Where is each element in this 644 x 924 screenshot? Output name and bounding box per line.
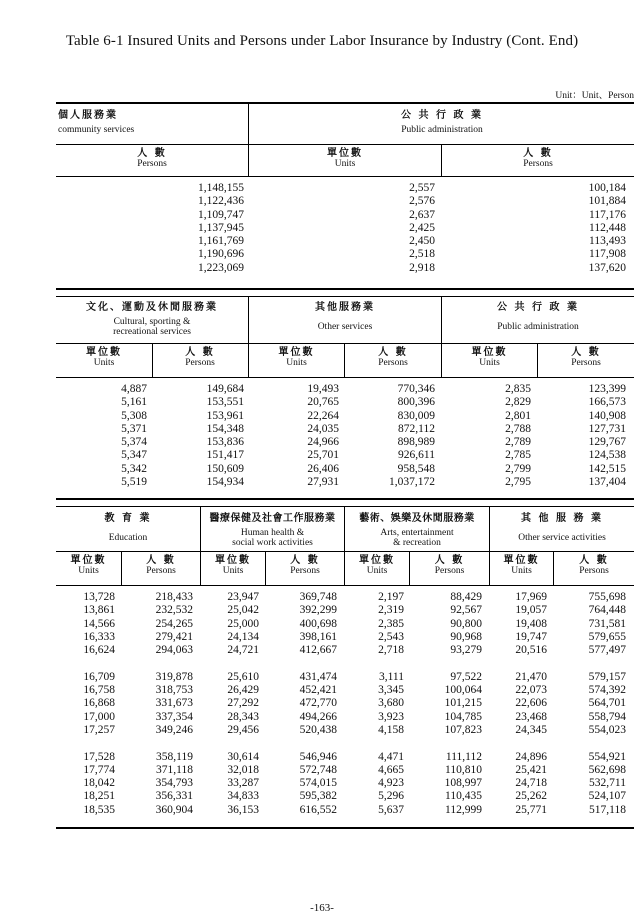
table-cell: 110,435 bbox=[445, 790, 482, 803]
data-column: 2,835 2,829 2,801 2,788 2,789 2,785 2,799 2,795 bbox=[505, 383, 531, 489]
table-cell: 356,331 bbox=[155, 790, 193, 803]
table-cell: 360,904 bbox=[155, 803, 193, 816]
table-cell: 17,969 bbox=[515, 591, 547, 603]
subheader-units: 單位數 Units bbox=[86, 347, 122, 368]
table-cell: 25,000 bbox=[227, 617, 259, 630]
table-cell bbox=[227, 657, 259, 670]
table-cell: 13,728 bbox=[83, 591, 115, 603]
subheader-persons: 人 數 Persons bbox=[146, 555, 176, 576]
data-column bbox=[156, 591, 193, 817]
table-cell: 577,497 bbox=[588, 644, 626, 657]
data-column bbox=[445, 591, 482, 817]
table-cell: 24,345 bbox=[515, 723, 547, 736]
table-cell: 18,042 bbox=[83, 777, 115, 790]
table-cell: 494,266 bbox=[299, 710, 337, 723]
table-cell: 319,878 bbox=[155, 670, 193, 683]
data-column bbox=[378, 591, 404, 817]
subheader-units: 單位數 Units bbox=[215, 555, 251, 576]
table-cell: 21,470 bbox=[515, 670, 547, 683]
table-cell: 111,112 bbox=[445, 750, 482, 763]
table-cell: 546,946 bbox=[299, 750, 337, 763]
table-cell: 90,800 bbox=[450, 617, 482, 630]
table-cell: 595,382 bbox=[299, 790, 337, 803]
table-cell bbox=[589, 657, 626, 670]
table-cell: 392,299 bbox=[299, 604, 337, 617]
table-cell: 93,279 bbox=[450, 644, 482, 657]
table-cell: 318,753 bbox=[155, 684, 193, 697]
table-cell: 29,456 bbox=[227, 723, 259, 736]
table-cell: 755,698 bbox=[588, 591, 626, 603]
table-cell bbox=[227, 737, 259, 750]
table-cell: 2,319 bbox=[378, 604, 404, 617]
data-column: 4,887 5,161 5,308 5,371 5,374 5,347 5,342 5,519 bbox=[121, 383, 147, 489]
table-cell: 17,774 bbox=[83, 763, 115, 776]
table-cell: 452,421 bbox=[299, 684, 337, 697]
table-cell: 19,408 bbox=[515, 617, 547, 630]
table-cell: 2,718 bbox=[378, 644, 404, 657]
table-cell: 572,748 bbox=[299, 763, 337, 776]
subheader-persons: 人 數 Persons bbox=[378, 347, 408, 368]
table-cell: 24,896 bbox=[515, 750, 547, 763]
table-cell: 100,064 bbox=[444, 684, 482, 697]
table-cell: 16,709 bbox=[83, 670, 115, 683]
table-cell bbox=[378, 657, 404, 670]
table-cell: 369,748 bbox=[299, 591, 337, 603]
table-cell: 616,552 bbox=[299, 803, 337, 816]
table-cell: 92,567 bbox=[450, 604, 482, 617]
group-header-public-administration: 公 共 行 政 業 Public administration bbox=[401, 110, 483, 135]
table-cell: 4,471 bbox=[378, 750, 404, 763]
table-cell: 108,997 bbox=[444, 777, 482, 790]
table-cell: 36,153 bbox=[227, 803, 259, 816]
table-cell: 25,262 bbox=[515, 790, 547, 803]
table-cell: 524,107 bbox=[588, 790, 626, 803]
table-cell: 574,015 bbox=[299, 777, 337, 790]
table-cell: 354,793 bbox=[155, 777, 193, 790]
data-column: 100,184 101,884 117,176 112,448 113,493 117,908 137,620 bbox=[588, 182, 626, 274]
table-cell: 2,197 bbox=[378, 591, 404, 603]
table-cell: 400,698 bbox=[299, 617, 337, 630]
subheader-persons: 人 數 Persons bbox=[571, 347, 601, 368]
table-cell: 3,345 bbox=[378, 684, 404, 697]
table-cell: 562,698 bbox=[588, 763, 626, 776]
table-cell: 34,833 bbox=[227, 790, 259, 803]
table-cell: 25,421 bbox=[515, 763, 547, 776]
table-cell: 764,448 bbox=[588, 604, 626, 617]
data-column: 19,493 20,765 22,264 24,035 24,966 25,701 26,406 27,931 bbox=[307, 383, 339, 489]
table-cell: 279,421 bbox=[155, 630, 193, 643]
table-cell: 3,923 bbox=[378, 710, 404, 723]
group-header-public-administration: 公 共 行 政 業 Public administration bbox=[497, 302, 579, 332]
data-column: 123,399 166,573 140,908 127,731 129,767 124,538 142,515 137,404 bbox=[588, 383, 626, 489]
data-column: 770,346 800,396 830,009 872,112 898,989 926,611 958,548 1,037,172 bbox=[389, 383, 435, 489]
subheader-persons: 人 數 Persons bbox=[185, 347, 215, 368]
subheader-units: 單位數 Units bbox=[278, 347, 315, 368]
data-column: 149,684 153,551 153,961 154,348 153,836 151,417 150,609 154,934 bbox=[206, 383, 244, 489]
table-cell: 371,118 bbox=[156, 763, 193, 776]
group-header-arts-entertainment: 藝術、娛樂及休閒服務業 Arts, entertainment & recreation bbox=[359, 513, 475, 548]
data-column bbox=[83, 591, 115, 817]
table-cell bbox=[83, 737, 115, 750]
table-cell: 20,516 bbox=[515, 644, 547, 657]
table-cell: 24,721 bbox=[227, 644, 259, 657]
page-number: -163- bbox=[310, 902, 334, 914]
table-cell: 558,794 bbox=[588, 710, 626, 723]
table-cell: 33,287 bbox=[227, 777, 259, 790]
data-column bbox=[589, 591, 626, 817]
table-cell: 358,119 bbox=[156, 750, 193, 763]
table-cell bbox=[156, 657, 193, 670]
table-cell: 25,042 bbox=[227, 604, 259, 617]
table-cell: 4,665 bbox=[378, 763, 404, 776]
table-cell: 24,134 bbox=[227, 630, 259, 643]
subheader-persons: 人 數 Persons bbox=[290, 555, 320, 576]
table-cell: 579,655 bbox=[588, 630, 626, 643]
table-cell: 254,265 bbox=[155, 617, 193, 630]
table-cell: 25,771 bbox=[515, 803, 547, 816]
table-cell: 532,711 bbox=[589, 777, 626, 790]
table-cell: 110,810 bbox=[445, 763, 482, 776]
table-cell: 16,624 bbox=[83, 644, 115, 657]
table-cell: 14,566 bbox=[83, 617, 115, 630]
table-cell bbox=[589, 737, 626, 750]
table-cell: 22,073 bbox=[515, 684, 547, 697]
table-cell: 101,215 bbox=[444, 697, 482, 710]
table-cell: 3,111 bbox=[378, 670, 404, 683]
table-cell: 18,535 bbox=[83, 803, 115, 816]
table-cell: 23,947 bbox=[227, 591, 259, 603]
table-cell bbox=[378, 737, 404, 750]
table-cell: 5,296 bbox=[378, 790, 404, 803]
table-cell: 18,251 bbox=[83, 790, 115, 803]
data-column bbox=[300, 591, 337, 817]
table-cell: 2,543 bbox=[378, 630, 404, 643]
table-cell: 349,246 bbox=[155, 723, 193, 736]
table-cell: 431,474 bbox=[299, 670, 337, 683]
table-cell: 32,018 bbox=[227, 763, 259, 776]
table-cell bbox=[156, 737, 193, 750]
table-cell bbox=[83, 657, 115, 670]
table-cell: 104,785 bbox=[444, 710, 482, 723]
table-cell: 5,637 bbox=[378, 803, 404, 816]
subheader-units: 單位數 Units bbox=[471, 347, 508, 368]
subheader-persons: 人 數 Persons bbox=[137, 148, 167, 169]
table-cell: 112,999 bbox=[445, 803, 482, 816]
table-cell: 16,333 bbox=[83, 630, 115, 643]
data-column bbox=[227, 591, 259, 817]
table-cell: 19,057 bbox=[515, 604, 547, 617]
subheader-units: 單位數 Units bbox=[503, 555, 540, 576]
table-cell: 16,868 bbox=[83, 697, 115, 710]
table-cell: 412,667 bbox=[299, 644, 337, 657]
table-cell: 23,468 bbox=[515, 710, 547, 723]
data-column bbox=[515, 591, 547, 817]
data-column: 2,557 2,576 2,637 2,425 2,450 2,518 2,918 bbox=[409, 182, 435, 274]
group-header-other-service-activities: 其 他 服 務 業 Other service activities bbox=[518, 513, 606, 543]
table-cell: 97,522 bbox=[450, 670, 482, 683]
table-cell bbox=[300, 657, 337, 670]
table-cell: 574,392 bbox=[588, 684, 626, 697]
table-cell bbox=[515, 737, 547, 750]
table-cell bbox=[300, 737, 337, 750]
subheader-persons: 人 數 Persons bbox=[579, 555, 609, 576]
table-cell: 17,528 bbox=[83, 750, 115, 763]
table-cell: 4,923 bbox=[378, 777, 404, 790]
table-cell: 24,718 bbox=[515, 777, 547, 790]
group-header-education: 教 育 業 Education bbox=[104, 513, 152, 543]
data-column: 1,148,155 1,122,436 1,109,747 1,137,945 1,161,769 1,190,696 1,223,069 bbox=[198, 182, 244, 274]
table-cell: 2,385 bbox=[378, 617, 404, 630]
group-header-human-health: 醫療保健及社會工作服務業 Human health & social work activities bbox=[209, 513, 336, 548]
subheader-persons: 人 數 Persons bbox=[434, 555, 465, 576]
table-cell: 554,023 bbox=[588, 723, 626, 736]
subheader-persons: 人 數 Persons bbox=[523, 148, 553, 169]
table-cell: 13,861 bbox=[83, 604, 115, 617]
group-header-other-services: 其他服務業 Other services bbox=[315, 302, 375, 332]
table-cell: 19,747 bbox=[515, 630, 547, 643]
table-cell: 27,292 bbox=[227, 697, 259, 710]
table-cell bbox=[445, 737, 482, 750]
table-cell: 3,680 bbox=[378, 697, 404, 710]
group-header-cultural-sporting: 文化、運動及休閒服務業 Cultural, sporting & recreational services bbox=[86, 302, 218, 337]
table-cell: 30,614 bbox=[227, 750, 259, 763]
table-cell: 731,581 bbox=[588, 617, 626, 630]
unit-note: Unit：Unit、Person bbox=[555, 91, 634, 101]
table-cell: 579,157 bbox=[588, 670, 626, 683]
table-cell: 472,770 bbox=[299, 697, 337, 710]
group-header-community-services: 個人服務業 community services bbox=[58, 110, 135, 135]
table-cell: 564,701 bbox=[588, 697, 626, 710]
table-cell: 16,758 bbox=[83, 684, 115, 697]
table-cell: 4,158 bbox=[378, 723, 404, 736]
table-cell: 25,610 bbox=[227, 670, 259, 683]
table-cell: 398,161 bbox=[299, 630, 337, 643]
table-cell bbox=[515, 657, 547, 670]
table-cell: 554,921 bbox=[588, 750, 626, 763]
table-cell: 28,343 bbox=[227, 710, 259, 723]
table-cell: 294,063 bbox=[155, 644, 193, 657]
table-cell bbox=[445, 657, 482, 670]
table-cell: 337,354 bbox=[155, 710, 193, 723]
table-cell: 17,257 bbox=[83, 723, 115, 736]
table-cell: 517,118 bbox=[589, 803, 626, 816]
table-cell: 90,968 bbox=[450, 630, 482, 643]
subheader-units: 單位數 Units bbox=[359, 555, 395, 576]
page-title: Table 6-1 Insured Units and Persons under Labor Insurance by Industry (Cont. End) bbox=[65, 33, 579, 49]
table-cell: 232,532 bbox=[155, 604, 193, 617]
table-cell: 107,823 bbox=[444, 723, 482, 736]
table-cell: 17,000 bbox=[83, 710, 115, 723]
table-cell: 88,429 bbox=[450, 591, 482, 603]
table-cell: 22,606 bbox=[515, 697, 547, 710]
table-cell: 218,433 bbox=[155, 591, 193, 603]
table-cell: 26,429 bbox=[227, 684, 259, 697]
table-cell: 520,438 bbox=[299, 723, 337, 736]
table-cell: 331,673 bbox=[155, 697, 193, 710]
subheader-units: 單位數 Units bbox=[327, 148, 363, 169]
subheader-units: 單位數 Units bbox=[70, 555, 107, 576]
